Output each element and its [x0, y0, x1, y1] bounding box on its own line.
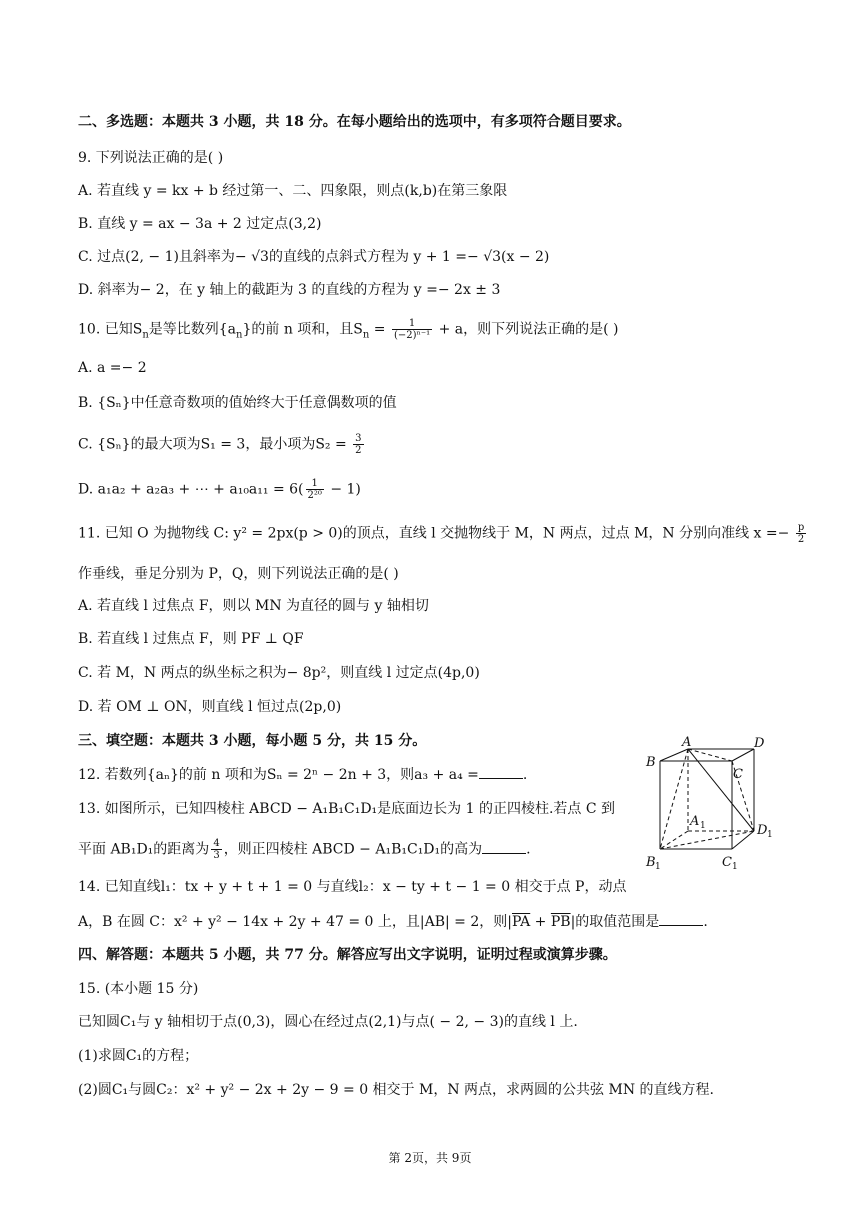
prism-figure: [638, 735, 788, 875]
page-footer: 第 2页，共 9页: [388, 1151, 472, 1165]
question-13-line2: [78, 838, 531, 861]
prism-edge-dc: [732, 749, 754, 761]
question-15-body: 已知圆C₁与 y 轴相切于点(0,3)，圆心在经过点(2,1)与点( − 2, − 3)的直线 l 上.: [78, 1014, 578, 1030]
question-13-line1: 13. 如图所示，已知四棱柱 ABCD − A₁B₁C₁D₁是底面边长为 1 的正四棱柱.若点 C 到: [78, 801, 616, 817]
q13-fraction: [211, 838, 221, 861]
question-11-option-c: C. 若 M，N 两点的纵坐标之积为− 8p²，则直线 l 过定点(4p,0): [78, 665, 480, 681]
q11-fraction: [796, 522, 806, 545]
q10-c-num: 3: [355, 433, 362, 444]
q11-stem1-text: 11. 已知 O 为抛物线 C: y² = 2px(p > 0)的顶点，直线 l 交抛物线于 M，N 两点，过点 M，N 分别向准线 x =−: [78, 525, 794, 542]
label-b1-sub: 1: [655, 862, 661, 872]
q10-d-fraction: [306, 478, 324, 501]
prism-edge-ab: [660, 749, 688, 761]
q13-frac-num: 4: [213, 838, 220, 849]
q10-stem-part-e: + a，则下列说法正确的是( ): [434, 321, 619, 338]
q14-end: .: [703, 914, 708, 930]
q10-d-end: − 1): [325, 481, 361, 498]
prism-hidden-ac: [688, 749, 732, 761]
q13-line2-pre: 平面 AB₁D₁的距离为: [78, 841, 210, 858]
question-10-option-b: B. {Sₙ}中任意奇数项的值始终大于任意偶数项的值: [78, 395, 397, 411]
q10-stem-part-b: 是等比数列{a: [148, 321, 237, 338]
q10-c-text: C. {Sₙ}的最大项为S₁ = 3，最小项为S₂ =: [78, 436, 352, 453]
question-10-option-c: [78, 433, 366, 456]
section-fill-in-heading: 三、填空题：本题共 3 小题，每小题 5 分，共 15 分。: [78, 733, 427, 749]
question-11-stem-line2: 作垂线，垂足分别为 P，Q，则下列说法正确的是( ): [78, 566, 399, 582]
q12-answer-blank: [479, 766, 523, 779]
q10-d-num: 1: [306, 478, 324, 490]
question-10-stem: 10. 已知$S_n$是等比数列$\{a_n\}$的前 n 项和，且$S_n$ = $\frac{1}{\text{(−2)ⁿ⁻¹}}$ + a，则下列说法正确的是( ): [78, 318, 619, 341]
question-15-heading: 15. (本小题 15 分): [78, 981, 199, 997]
q11-frac-den: 2: [797, 534, 805, 545]
label-b1: B: [646, 855, 656, 870]
label-a1: A: [690, 814, 700, 829]
question-9-stem: 9. 下列说法正确的是( ): [78, 150, 224, 166]
label-d1-sub: 1: [767, 830, 773, 840]
question-10-option-a: A. a =− 2: [78, 360, 147, 376]
q13-frac-den: 3: [213, 850, 220, 861]
q14-vector-pa: $\overline{PA}$: [511, 914, 531, 930]
q13-end: .: [526, 841, 531, 858]
q14-vector-pb: $\overline{PB}$: [550, 914, 571, 930]
label-b: B: [646, 755, 656, 770]
question-9-option-b: B. 直线 y = ax − 3a + 2 过定点(3,2): [78, 216, 322, 232]
q13-line2-post: ，则正四棱柱 ABCD − A₁B₁C₁D₁的高为: [223, 841, 483, 858]
label-d1: D: [757, 823, 768, 838]
label-c: C: [733, 767, 743, 782]
q13-answer-blank: [482, 841, 526, 854]
q10-fraction: [392, 318, 432, 341]
q10-d-text: D. a₁a₂ + a₂a₃ + ⋯ + a₁₀a₁₁ = 6(: [78, 481, 304, 498]
prism-edge-c1d1: [732, 831, 754, 849]
q14-plus: +: [530, 914, 551, 930]
label-a: A: [682, 735, 692, 750]
q12-end: .: [522, 767, 528, 783]
question-14-line1: 14. 已知直线l₁：tx + y + t + 1 = 0 与直线l₂：x − ty + t − 1 = 0 相交于点 P，动点: [78, 879, 627, 895]
prism-hidden-ab1: [660, 749, 688, 849]
label-c1-sub: 1: [732, 862, 738, 872]
question-9-option-c: C. 过点(2, − 1)且斜率为− √3的直线的点斜式方程为 y + 1 =− √3(x − 2): [78, 249, 550, 265]
q10-c-fraction: [353, 433, 363, 456]
question-15-part-1: (1)求圆C₁的方程；: [78, 1048, 199, 1064]
question-11-option-d: D. 若 OM ⊥ ON，则直线 l 恒过点(2p,0): [78, 699, 342, 715]
question-14-line2: [78, 912, 708, 932]
q10-stem-part-a: 10. 已知S: [78, 321, 143, 338]
q14-line2-post: |的取值范围是: [570, 914, 660, 930]
question-11-option-b: B. 若直线 l 过焦点 F，则 PF ⊥ QF: [78, 631, 304, 647]
q10-frac-num: 1: [392, 318, 432, 330]
label-a1-sub: 1: [700, 821, 706, 831]
q10-frac-den: (−2)ⁿ⁻¹: [394, 330, 431, 341]
question-11-option-a: A. 若直线 l 过焦点 F，则以 MN 为直径的圆与 y 轴相切: [78, 598, 429, 614]
question-10-option-d: [78, 478, 361, 501]
q10-stem-part-c: }的前 n 项和，且S: [242, 321, 363, 338]
question-15-part-2: (2)圆C₁与圆C₂：x² + y² − 2x + 2y − 9 = 0 相交于 M，N 两点，求两圆的公共弦 MN 的直线方程.: [78, 1082, 714, 1098]
question-9-option-d: D. 斜率为− 2，在 y 轴上的截距为 3 的直线的方程为 y =− 2x ± 3: [78, 282, 501, 298]
q14-line2-pre: A，B 在圆 C：x² + y² − 14x + 2y + 47 = 0 上，且|AB| = 2，则|: [78, 914, 512, 930]
question-9-option-a: A. 若直线 y = kx + b 经过第一、二、四象限，则点(k,b)在第三象限: [78, 183, 508, 199]
q10-c-den: 2: [355, 445, 362, 456]
q12-text: 12. 若数列{aₙ}的前 n 项和为Sₙ = 2ⁿ − 2n + 3，则a₃ + a₄ =: [78, 767, 479, 783]
question-12: [78, 765, 527, 785]
question-11-stem-line1: [78, 522, 808, 545]
label-d: D: [754, 736, 765, 751]
q14-answer-blank: [659, 913, 703, 926]
section-answer-heading: 四、解答题：本题共 5 小题，共 77 分。解答应写出文字说明，证明过程或演算步骤。: [78, 947, 617, 963]
section-multiple-choice-heading: 二、多选题：本题共 3 小题，共 18 分。在每小题给出的选项中，有多项符合题目要求。: [78, 114, 631, 130]
q11-frac-num: p: [797, 522, 805, 533]
q10-stem-part-d: =: [369, 321, 390, 338]
q10-d-den: 2²⁰: [307, 490, 322, 501]
label-c1: C: [722, 855, 732, 870]
